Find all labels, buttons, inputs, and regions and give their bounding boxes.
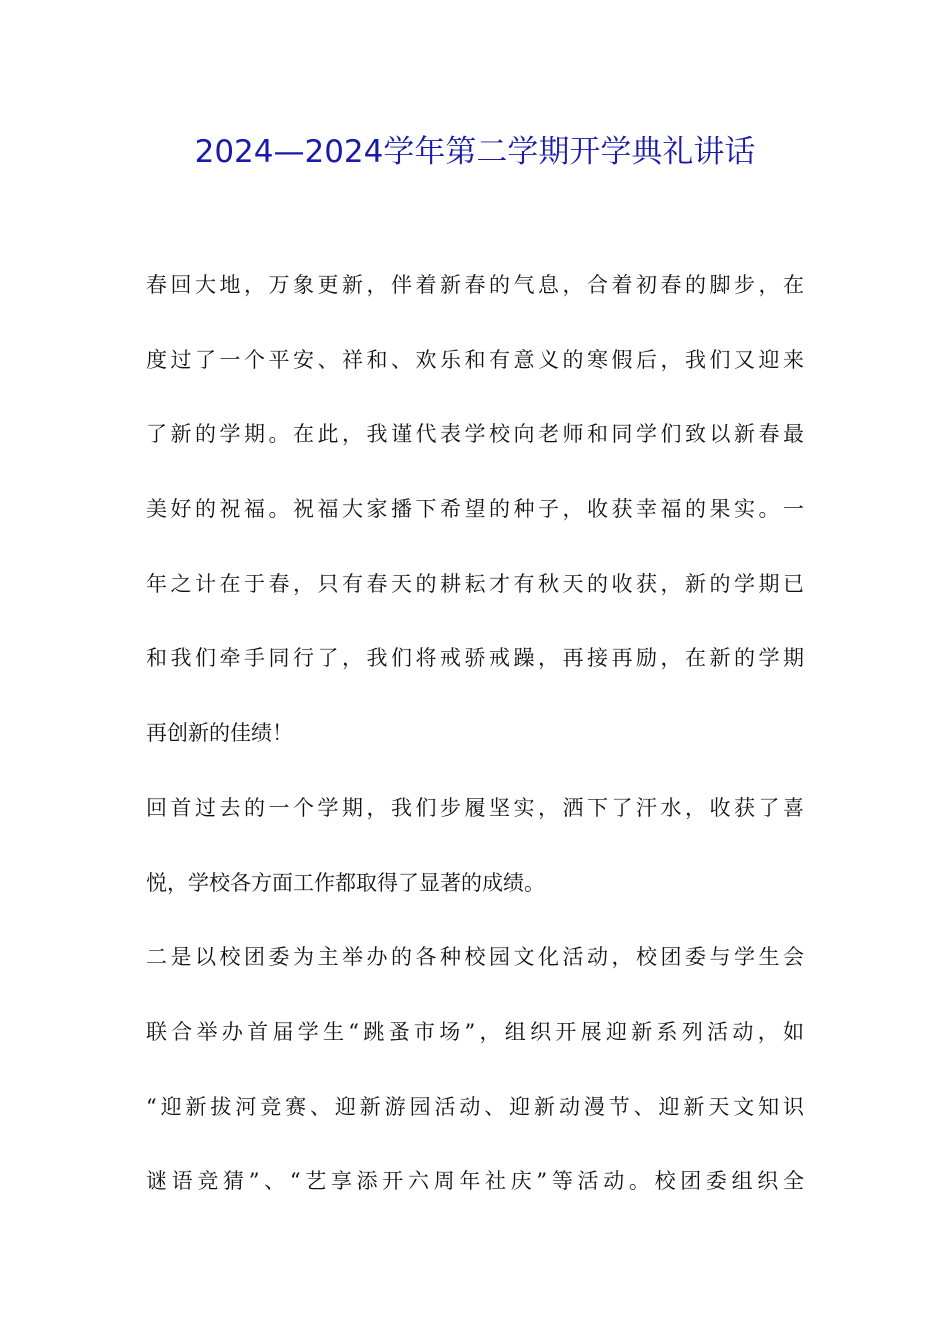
body-line-7: 再创新的佳绩！ — [146, 721, 293, 746]
body-line-2: 度过了一个平安、祥和、欢乐和有意义的寒假后，我们又迎来 — [146, 347, 804, 372]
body-line-9: 悦，学校各方面工作都取得了显著的成绩。 — [146, 870, 545, 895]
body-line-4: 美好的祝福。祝福大家播下希望的种子，收获幸福的果实。一 — [146, 497, 804, 522]
document-title: 2024—2024学年第二学期开学典礼讲话 — [194, 134, 756, 170]
body-line-3: 了新的学期。在此，我谨代表学校向老师和同学们致以新春最 — [146, 422, 804, 447]
body-line-8: 回首过去的一个学期，我们步履坚实，洒下了汗水，收获了喜 — [146, 795, 804, 820]
document-body — [146, 262, 804, 1233]
body-line-13: 谜语竞猜”、“艺享添开六周年社庆”等活动。校团委组织全 — [146, 1169, 804, 1194]
body-line-5: 年之计在于春，只有春天的耕耘才有秋天的收获，新的学期已 — [146, 571, 804, 596]
body-line-12: “迎新拔河竞赛、迎新游园活动、迎新动漫节、迎新天文知识 — [146, 1094, 804, 1119]
body-line-10: 二是以校团委为主举办的各种校园文化活动，校团委与学生会 — [146, 945, 804, 970]
body-line-11: 联合举办首届学生“跳蚤市场”，组织开展迎新系列活动，如 — [146, 1019, 804, 1044]
body-line-6: 和我们牵手同行了，我们将戒骄戒躁，再接再励，在新的学期 — [146, 646, 804, 671]
body-line-1: 春回大地，万象更新，伴着新春的气息，合着初春的脚步，在 — [146, 273, 804, 297]
